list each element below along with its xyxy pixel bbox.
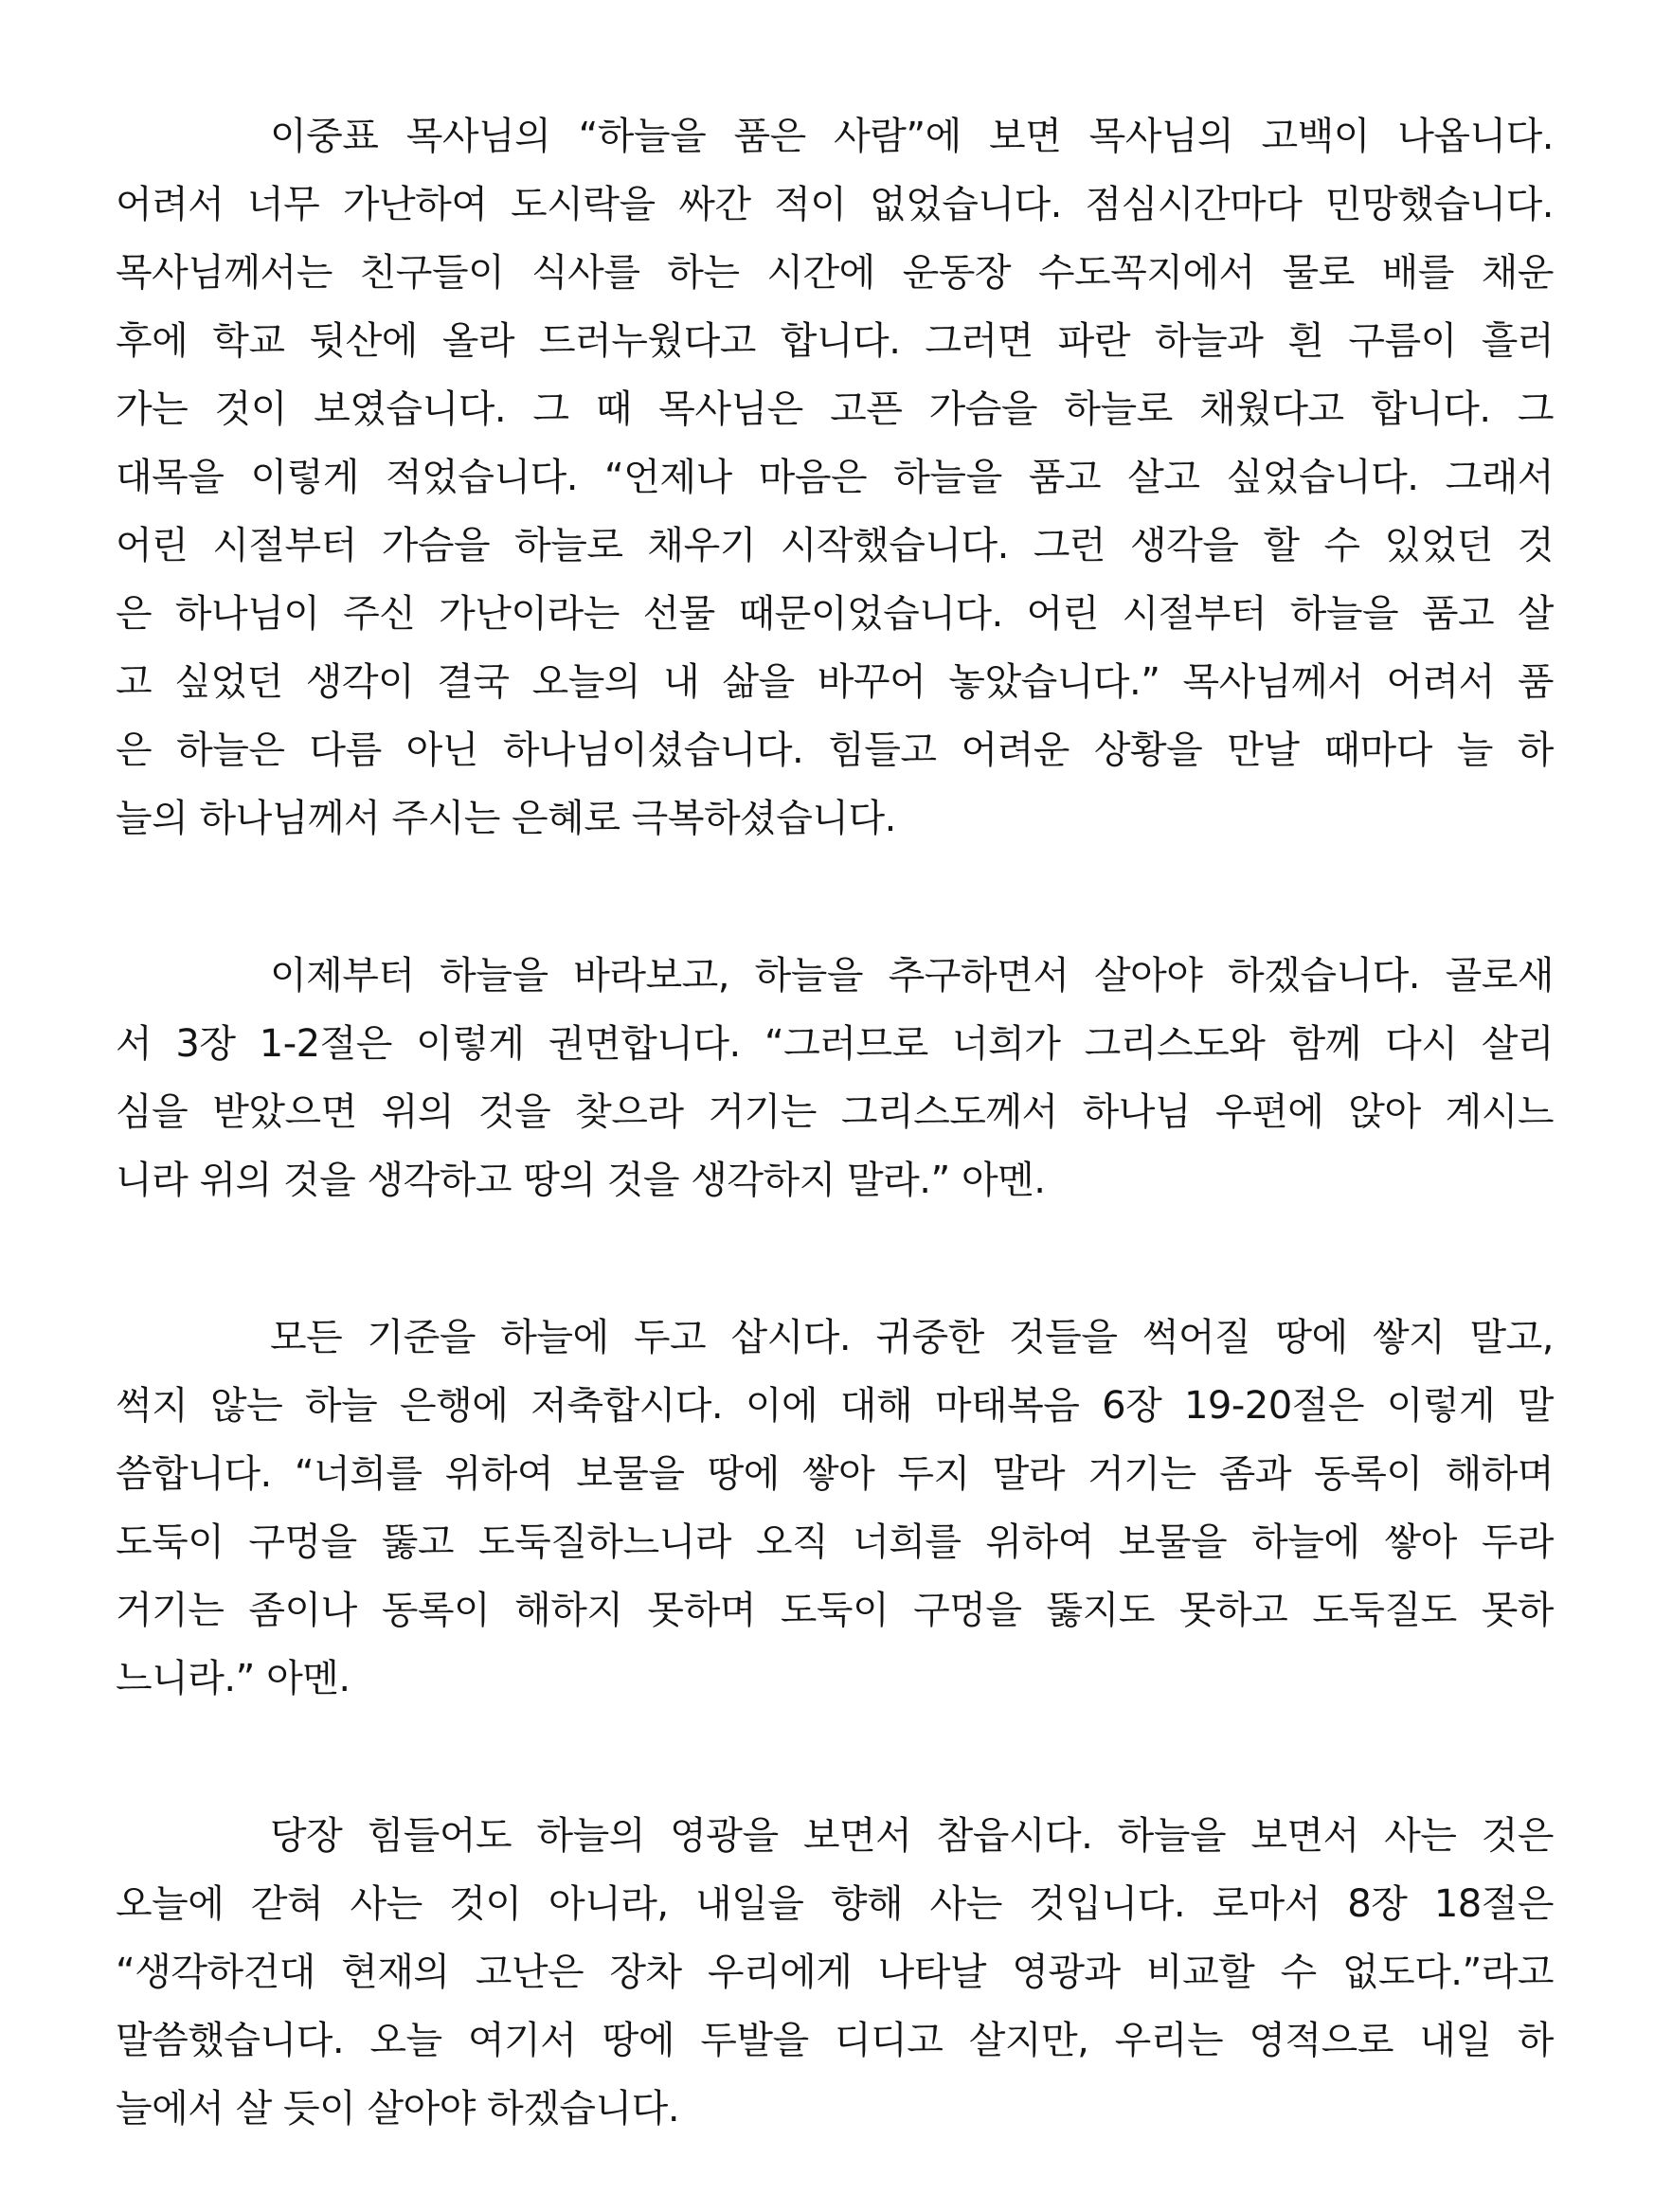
paragraph-3-line-3: 씀합니다. “너희를 위하여 보물을 땅에 쌓아 두지 말라 거기는 좀과 동록이 해하며 (116, 1452, 1554, 1496)
paragraph-4-line-5: 늘에서 살 듯이 살아야 하겠습니다. (116, 2087, 680, 2131)
paragraph-4-line-2: 오늘에 갇혀 사는 것이 아니라, 내일을 향해 사는 것입니다. 로마서 8장 18절은 (116, 1882, 1554, 1926)
paragraph-1-line-8: 은 하나님이 주신 가난이라는 선물 때문이었습니다. 어린 시절부터 하늘을 품고 살 (116, 592, 1554, 636)
paragraph-4-line-4: 말씀했습니다. 오늘 여기서 땅에 두발을 디디고 살지만, 우리는 영적으로 내일 하 (116, 2019, 1554, 2062)
paragraph-3-line-1: 모든 기준을 하늘에 두고 삽시다. 귀중한 것들을 썩어질 땅에 쌓지 말고, (270, 1316, 1554, 1359)
paragraph-1-line-11: 늘의 하나님께서 주시는 은혜로 극복하셨습니다. (116, 797, 896, 840)
paragraph-3-line-5: 거기는 좀이나 동록이 해하지 못하며 도둑이 구멍을 뚫지도 못하고 도둑질도 못하 (116, 1589, 1554, 1632)
paragraph-2-line-4: 니라 위의 것을 생각하고 땅의 것을 생각하지 말라.” 아멘. (116, 1159, 1046, 1202)
paragraph-3-line-2: 썩지 않는 하늘 은행에 저축합시다. 이에 대해 마태복음 6장 19-20절은 이렇게 말 (116, 1384, 1554, 1428)
paragraph-3-line-6: 느니라.” 아멘. (116, 1657, 351, 1700)
paragraph-1-line-2: 어려서 너무 가난하여 도시락을 싸간 적이 없었습니다. 점심시간마다 민망했습니다. (116, 183, 1554, 226)
paragraph-4-line-3: “생각하건대 현재의 고난은 장차 우리에게 나타날 영광과 비교할 수 없도다.”라고 (116, 1951, 1554, 1994)
paragraph-2-line-2: 서 3장 1-2절은 이렇게 권면합니다. “그러므로 너희가 그리스도와 함께 다시 살리 (116, 1022, 1554, 1066)
paragraph-3-line-4: 도둑이 구멍을 뚫고 도둑질하느니라 오직 너희를 위하여 보물을 하늘에 쌓아 두라 (116, 1520, 1554, 1564)
paragraph-1-line-10: 은 하늘은 다름 아닌 하나님이셨습니다. 힘들고 어려운 상황을 만날 때마다 늘 하 (116, 728, 1554, 772)
paragraph-1-line-5: 가는 것이 보였습니다. 그 때 목사님은 고픈 가슴을 하늘로 채웠다고 합니다. 그 (116, 387, 1554, 431)
paragraph-1-line-9: 고 싶었던 생각이 결국 오늘의 내 삶을 바꾸어 놓았습니다.” 목사님께서 어려서 품 (116, 660, 1554, 704)
paragraph-2-line-1: 이제부터 하늘을 바라보고, 하늘을 추구하면서 살아야 하겠습니다. 골로새 (270, 954, 1554, 998)
paragraph-1-line-6: 대목을 이렇게 적었습니다. “언제나 마음은 하늘을 품고 살고 싶었습니다. 그래서 (116, 456, 1554, 499)
paragraph-4-line-1: 당장 힘들어도 하늘의 영광을 보면서 참읍시다. 하늘을 보면서 사는 것은 (270, 1814, 1554, 1858)
paragraph-1-line-7: 어린 시절부터 가슴을 하늘로 채우기 시작했습니다. 그런 생각을 할 수 있었던 것 (116, 524, 1554, 567)
paragraph-1-line-1: 이중표 목사님의 “하늘을 품은 사람”에 보면 목사님의 고백이 나옵니다. (270, 115, 1554, 158)
paragraph-2-line-3: 심을 받았으면 위의 것을 찾으라 거기는 그리스도께서 하나님 우편에 앉아 계시느 (116, 1090, 1554, 1134)
paragraph-1-line-4: 후에 학교 뒷산에 올라 드러누웠다고 합니다. 그러면 파란 하늘과 흰 구름이 흘러 (116, 319, 1554, 363)
paragraph-1-line-3: 목사님께서는 친구들이 식사를 하는 시간에 운동장 수도꼭지에서 물로 배를 채운 (116, 251, 1554, 295)
